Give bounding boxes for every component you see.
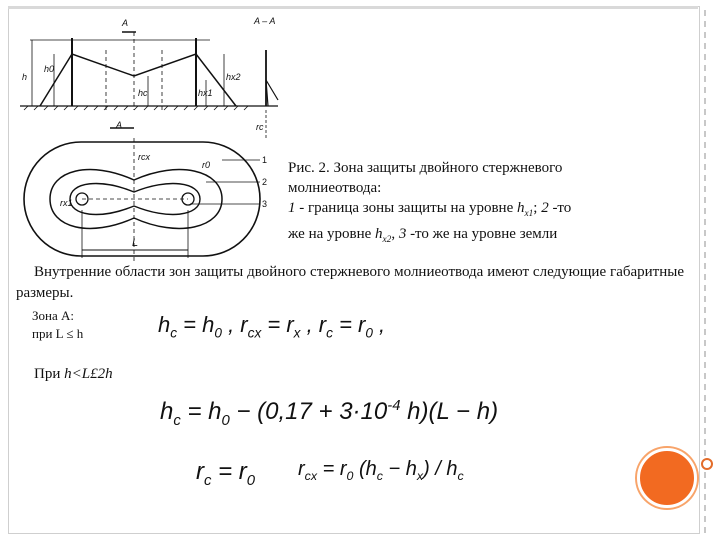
- caption-line-4: же на уровне $h_{x2}$, 3 -то же на уровне земли: [288, 226, 558, 245]
- dash-tick: [704, 208, 706, 214]
- formula-2: $h_c = h_0 - (0,17 + 3\cdot 10^{-4}$ h)(L − h): [160, 398, 499, 429]
- dash-tick: [704, 10, 706, 16]
- dash-tick: [704, 483, 706, 489]
- condition-1: при L ≤ h: [32, 326, 84, 341]
- dash-tick: [704, 241, 706, 247]
- side-dashed-rule: [704, 10, 706, 530]
- dash-tick: [704, 395, 706, 401]
- dash-tick: [704, 439, 706, 445]
- dash-tick: [704, 494, 706, 500]
- label-L: L: [132, 237, 139, 249]
- formula-1: $h_c = h_0$ , $r_{cx} = r_x$ , $r_c = r_0$ ,: [158, 312, 386, 341]
- dash-tick: [704, 252, 706, 258]
- formula-3: $r_c = r_0$: [196, 458, 256, 489]
- lightning-protection-figure: [10, 10, 280, 272]
- body-paragraph: Внутренние области зон защиты двойного стержневого молниеотвода имеют следующие габаритные размеры.: [16, 264, 684, 301]
- dash-tick: [704, 153, 706, 159]
- dash-tick: [704, 21, 706, 27]
- dash-tick: [704, 527, 706, 533]
- dash-tick: [704, 219, 706, 225]
- label-3: 3: [262, 199, 268, 209]
- dash-tick: [704, 32, 706, 38]
- dash-tick: [704, 406, 706, 412]
- label-h: h: [22, 72, 28, 82]
- zone-label: Зона А:: [32, 308, 74, 323]
- dash-tick: [704, 175, 706, 181]
- dash-tick: [704, 197, 706, 203]
- label-rx1: rx1: [60, 198, 73, 208]
- label-section-A: A: [122, 18, 129, 28]
- figure-caption: [288, 158, 688, 250]
- top-rule: [8, 6, 698, 9]
- dash-tick: [704, 362, 706, 368]
- orange-circle-decoration: [637, 448, 697, 508]
- label-section-A-plan: A: [116, 120, 123, 130]
- condition-2: При h<L£2h: [34, 366, 113, 382]
- caption-line-1: Рис. 2. Зона защиты двойного стержневого: [288, 160, 563, 176]
- label-r0: r0: [202, 160, 211, 170]
- caption-line-2: молниеотвода:: [288, 180, 382, 196]
- dash-tick: [704, 54, 706, 60]
- dash-tick: [704, 450, 706, 456]
- dash-tick: [704, 142, 706, 148]
- dash-tick: [704, 186, 706, 192]
- label-rc: rc: [256, 122, 264, 132]
- label-rcx: rcx: [138, 152, 150, 162]
- dash-tick: [704, 98, 706, 104]
- label-h0: h0: [44, 64, 55, 74]
- label-hx1: hx1: [198, 88, 213, 98]
- label-1: 1: [262, 155, 268, 165]
- dash-tick: [704, 472, 706, 478]
- dash-tick: [704, 76, 706, 82]
- dash-tick: [704, 505, 706, 511]
- dash-tick: [704, 65, 706, 71]
- dash-tick: [704, 109, 706, 115]
- caption-line-3: 1 - граница зоны защиты на уровне $h_{x1}$; 2 -то: [288, 200, 572, 219]
- dash-tick: [704, 307, 706, 313]
- dash-tick: [704, 296, 706, 302]
- dash-tick: [704, 329, 706, 335]
- dash-tick: [704, 131, 706, 137]
- dash-tick: [704, 164, 706, 170]
- dash-tick: [704, 318, 706, 324]
- dash-tick: [704, 516, 706, 522]
- dash-tick: [704, 351, 706, 357]
- orange-ring-marker: [701, 458, 713, 470]
- dash-tick: [704, 263, 706, 269]
- dash-tick: [704, 120, 706, 126]
- dash-tick: [704, 285, 706, 291]
- dash-tick: [704, 340, 706, 346]
- protection-zone-outline: [40, 54, 236, 106]
- formula-4: $r_{cx} = r_0$ $(h_c - h_x) / h_c$: [298, 458, 464, 483]
- dash-tick: [704, 373, 706, 379]
- label-hc: hc: [138, 88, 148, 98]
- label-hx2: hx2: [226, 72, 241, 82]
- dash-tick: [704, 274, 706, 280]
- dash-tick: [704, 384, 706, 390]
- dash-tick: [704, 230, 706, 236]
- dash-tick: [704, 87, 706, 93]
- label-section-AA: A – A: [254, 16, 276, 26]
- label-2: 2: [262, 177, 268, 187]
- dash-tick: [704, 428, 706, 434]
- dash-tick: [704, 417, 706, 423]
- dash-tick: [704, 43, 706, 49]
